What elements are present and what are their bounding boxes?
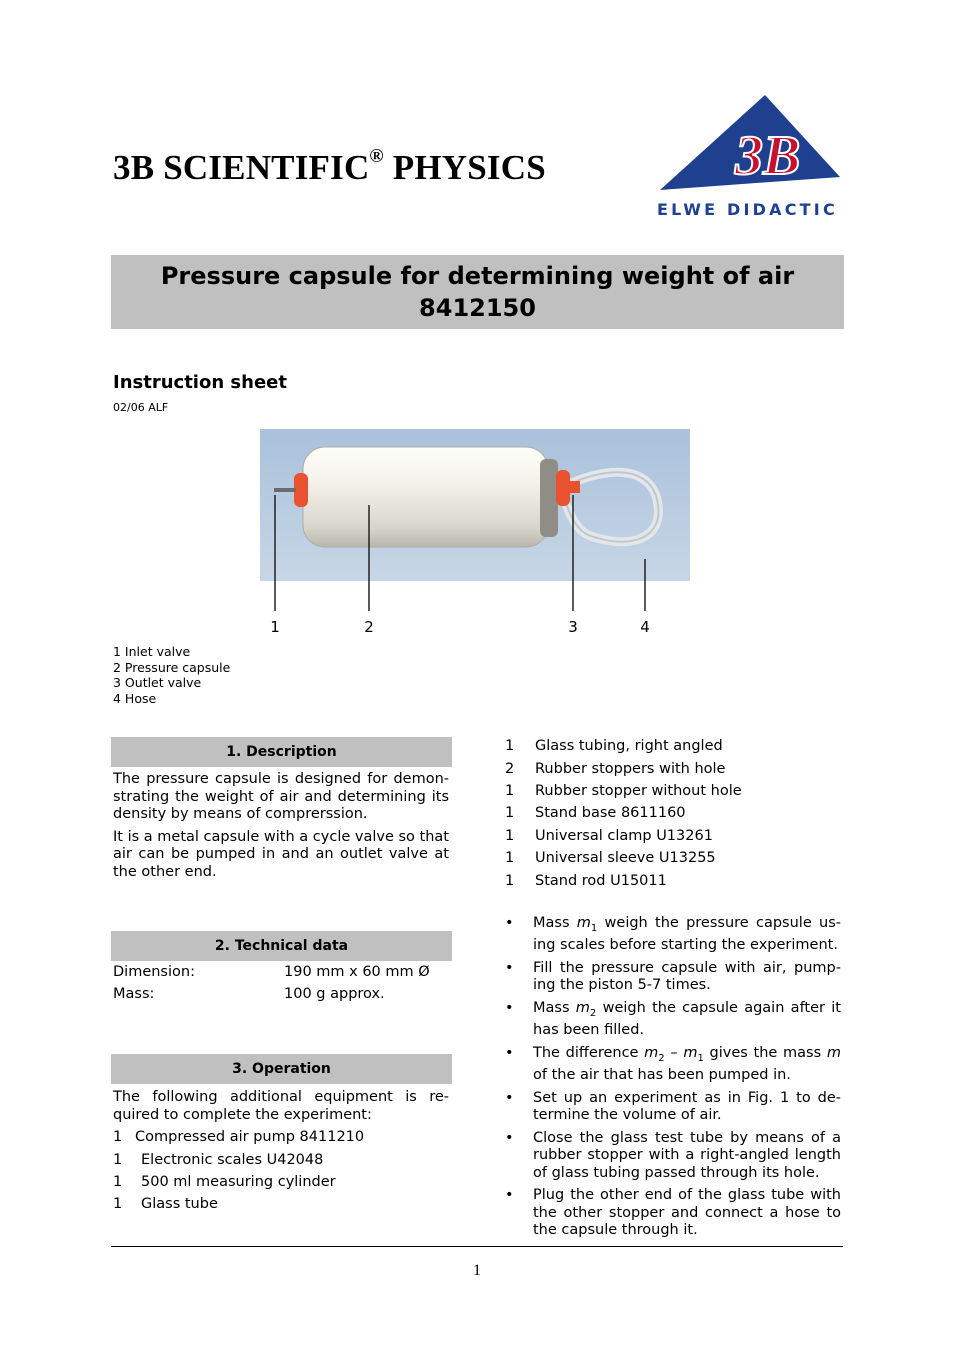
parts-item: 1 Inlet valve: [113, 644, 191, 659]
footer-divider: [111, 1246, 843, 1247]
equipment-row: 1 Universal sleeve U13255: [505, 850, 716, 867]
technical-label: Mass:: [113, 986, 155, 1003]
description-heading: 1. Description: [111, 737, 452, 767]
technical-row: [113, 986, 449, 1008]
equipment-row: 1 500 ml measuring cylinder: [113, 1173, 336, 1190]
technical-row: [113, 964, 449, 986]
document-title: [111, 255, 844, 329]
equipment-list-continued: [505, 735, 841, 892]
equipment-row: 1 Universal clamp U13261: [505, 827, 713, 844]
description-paragraph: The pressure capsule is designed for demon-strating the weight of air and determining its density by means of comprerssion.: [113, 771, 449, 822]
parts-item: 4 Hose: [113, 690, 157, 706]
technical-heading: 2. Technical data: [111, 931, 452, 961]
procedure-step: • Close the glass test tube by means of a rubber stopper with a right-angled length of glass tubing passed through its hole.: [505, 1129, 841, 1181]
equipment-row: 1 Stand base 8611160: [505, 805, 686, 822]
procedure-step: • Mass $m_1$ weigh the pressure capsule us-ing scales before starting the experiment.: [505, 915, 841, 954]
procedure-step: • The difference $m_2 - m_1$ gives the mass m of the air that has been pumped in.: [505, 1044, 841, 1084]
description-paragraph: It is a metal capsule with a cycle valve so that air can be pumped in and an outlet valve at the other end.: [113, 828, 449, 880]
equipment-row: 1 Glass tube: [113, 1196, 218, 1213]
equipment-row: 1 Rubber stopper without hole: [505, 782, 742, 799]
callout-4: 4: [640, 618, 650, 636]
technical-table: [113, 964, 449, 1009]
operation-intro: The following additional equipment is re-quired to complete the experiment:: [113, 1089, 449, 1123]
callout-1: 1: [270, 618, 280, 636]
parts-item: 2 Pressure capsule: [113, 659, 231, 675]
page-number: 1: [473, 1262, 481, 1279]
procedure-step: • Mass $m_2$ weigh the capsule again after it has been filled.: [505, 999, 841, 1039]
title-line-2: 8412150: [419, 294, 536, 322]
procedure-steps: [505, 915, 841, 1245]
parts-item: 3 Outlet valve: [113, 675, 202, 690]
operation-heading: 3. Operation: [111, 1054, 452, 1084]
title-line-1: Pressure capsule for determining weight of air: [160, 262, 795, 290]
callout-3: 3: [568, 618, 578, 636]
procedure-step: • Fill the pressure capsule with air, pump-ing the piston 5-7 times.: [505, 959, 841, 994]
svg-text:®: ®: [805, 151, 814, 161]
equipment-row: 1 Electronic scales U42048: [113, 1151, 324, 1168]
operation-body: [113, 1089, 449, 1216]
instruction-heading: Instruction sheet: [113, 372, 287, 393]
product-photo: [258, 425, 708, 640]
technical-value: 190 mm x 60 mm Ø: [284, 964, 430, 980]
technical-value: 100 g approx.: [284, 986, 385, 1003]
brand-title: 3B SCIENTIFIC® PHYSICS: [113, 146, 546, 187]
equipment-row: 1 Glass tubing, right angled: [505, 738, 723, 755]
procedure-step: • Plug the other end of the glass tube with the other stopper and connect a hose to the capsule through it.: [505, 1187, 841, 1239]
equipment-row: 1 Compressed air pump 8411210: [113, 1129, 365, 1146]
equipment-row: 1 Stand rod U15011: [505, 872, 667, 889]
parts-legend: [113, 644, 230, 706]
svg-text:3B: 3B: [735, 125, 801, 187]
svg-text:ELWE DIDACTIC: ELWE DIDACTIC: [657, 200, 838, 219]
instruction-date: 02/06 ALF: [113, 401, 169, 414]
callout-2: 2: [364, 618, 374, 636]
equipment-row: 2 Rubber stoppers with hole: [505, 760, 726, 777]
procedure-step: • Set up an experiment as in Fig. 1 to de-termine the volume of air.: [505, 1089, 841, 1124]
description-body: [113, 771, 449, 886]
technical-label: Dimension:: [113, 964, 195, 980]
3b-logo: [655, 92, 845, 220]
